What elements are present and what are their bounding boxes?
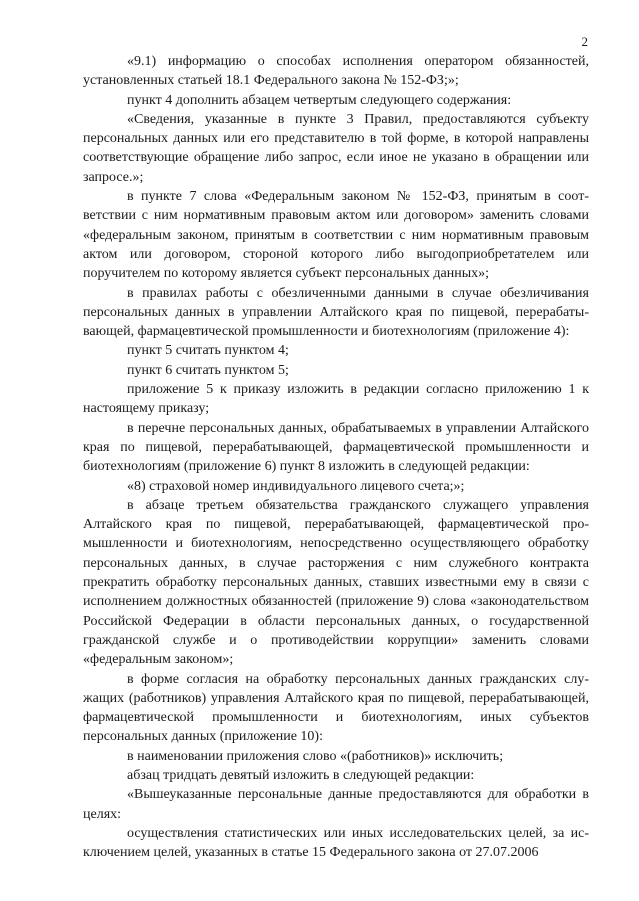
paragraph-depersonalization-rules: в правилах работы с обезличенными данными в случае обезличивания персональных данных в управлении Алтайского края по пищевой, перерабатывающей, фармацевтической промышленности и биотехнологиям (приложение 4): — [83, 285, 589, 340]
paragraph-point-4-text: «Сведения, указанные в пункте 3 Правил, предоставляются субъекту персональных данных или его представителю в той форме, в которой направлены соответствующие обращение либо запрос, если иное не указано в обращении или запросе.»; — [83, 111, 589, 185]
paragraph-consent-form: в форме согласия на обработку персональных данных гражданских служащих (работников) управления Алтайского края по пищевой, перерабатывающей, фармацевтической промышленности и биотехнологиям, иных субъектов персональных данных (приложение 10): — [83, 671, 589, 745]
paragraph-purposes: «Вышеуказанные персональные данные предоставляются для обработки в целях: — [83, 787, 589, 822]
document-body — [83, 52, 589, 862]
paragraph-obligation: в абзаце третьем обязательства гражданского служащего управления Алтайского края по пищевой, перерабатывающей, фармацевтической промышленности и биотехнологиям, непосредственно осуществляющего обработку персональных данных, в случае расторжения с ним служебного контракта прекратить обработку персональных данных, ставших известными ему в связи с исполнением должностных обязанностей (приложение 9) слова «законодательством Российской Федерации в области персональных данных, о государственной гражданской службе и о противодействии коррупции» заменить словами «федеральным законом»; — [83, 497, 589, 668]
paragraph-point-8-text: «8) страховой номер индивидуального лицевого счета;»; — [127, 478, 465, 494]
page-number: 2 — [581, 34, 588, 49]
paragraph-point-5: пункт 5 считать пунктом 4; — [127, 343, 289, 359]
paragraph-item-9-1: «9.1) информацию о способах исполнения оператором обязанностей, установленных статьей 18.1 Федерального закона № 152-ФЗ;»; — [83, 54, 589, 89]
paragraph-point-7: в пункте 7 слова «Федеральным законом № 152-ФЗ, принятым в соответствии с ним нормативным правовым актом или договором» заменить словами «федеральным законом, принятым в соответствии с ним нормативным правовым актом или договором, стороной которого либо выгодоприобретателем или поручителем по которому является субъект персональных данных»; — [83, 189, 589, 282]
paragraph-39-intro: абзац тридцать девятый изложить в следующей редакции: — [127, 767, 475, 783]
paragraph-title-change: в наименовании приложения слово «(работников)» исключить; — [127, 748, 504, 764]
paragraph-appendix-5: приложение 5 к приказу изложить в редакции согласно приложению 1 к настоящему приказу; — [83, 382, 589, 417]
paragraph-data-list: в перечне персональных данных, обрабатываемых в управлении Алтайского края по пищевой, перерабатывающей, фармацевтической промышленности и биотехнологиям (приложение 6) пункт 8 изложить в следующей редакции: — [83, 420, 589, 475]
paragraph-point-4-amend: пункт 4 дополнить абзацем четвертым следующего содержания: — [127, 92, 512, 108]
paragraph-point-6: пункт 6 считать пунктом 5; — [127, 362, 289, 378]
paragraph-statistics: осуществления статистических или иных исследовательских целей, за исключением целей, указанных в статье 15 Федерального закона от 27.07.2006 — [83, 825, 589, 861]
